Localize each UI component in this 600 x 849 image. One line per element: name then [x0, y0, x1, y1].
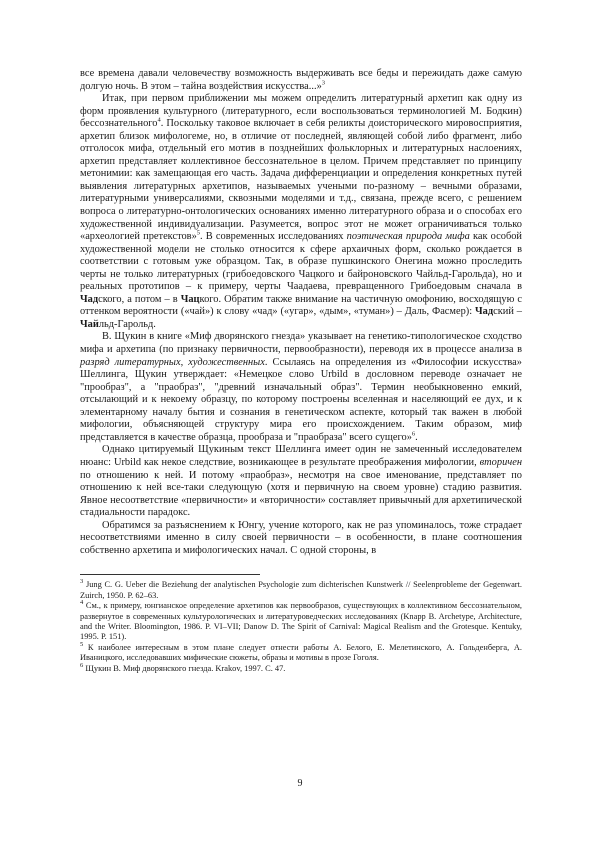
text-run: ский –	[493, 306, 522, 318]
paragraph	[80, 93, 522, 331]
footnote	[80, 580, 522, 601]
footnote	[80, 640, 522, 664]
footnote-marker: 4	[157, 116, 161, 124]
footnote-marker: 6	[411, 430, 416, 438]
footnote-separator	[80, 574, 260, 575]
text-run: .	[415, 431, 418, 443]
footnote-marker: 3	[80, 578, 84, 586]
paragraph	[80, 68, 522, 93]
text-run: См., к примеру, юнгианское определение архетипов как первообразов, существующих в коллективном бессознательном, развернутое в современных культурологических и литературоведческих исследованиях (Knapp B. Archetype, Architecture, and the Writer. Bloomington, 1986. P. VI–VII; Danow D. The Spirit of Carnival: Magical Realism and the Grotesque. Kentuky, 1995. P. 151).	[80, 601, 522, 642]
text-run: Итак, при первом приближении мы можем определить литературный архетип как одну из форм проявления культурного (литературного, если воспользоваться терминологией М. Бодкин) бессознательного	[80, 93, 522, 130]
text-run: Обратимся за разъяснением к Юнгу, учение которого, как не раз упоминалось, тоже страдает несоответствиями именно в силу своей первичности – в особенности, в плане соотношения собственно архетипа и мифологических начал. С одной стороны, в	[80, 519, 522, 556]
text-run: все времена давали человечеству возможность выдерживать все беды и пережидать даже самую долгую ночь. В этом – тайна воздействия искусства...»	[80, 68, 522, 92]
footnote	[80, 601, 522, 643]
text-run: . Поскольку таковое включает в себя реликты доисторического мировосприятия, архетип близок мифологеме, но, в отличие от последней, являющей собой либо фрагмент, либо отголосок мифа, отдельный его мотив в позднейших фольклорных и литературных наслоениях, архетип представляет коллективное бессознательное в целом. Причем представляет по принципу метонимии: как замещающая его часть. Задача дифференциации и определения конкретных путей выявления литературных архетипов, называемых учеными по-разному – вечными образами, литературными универсалиями, сквозными моделями и т.д., связана, прежде всего, с решением вопроса о литературно-онтологических основаниях именно литературного образа и о способах его художественной индивидуализации. Разумеется, вопрос этот не может ограничиваться только «археологией претекстов»	[80, 118, 522, 243]
bold-text: Чад	[475, 306, 494, 318]
page-number: 9	[297, 778, 303, 789]
text-run: кого. Обратим также внимание на частичную омофонию, восходящую с оттенком вероятности («чай») к слову «чад» («угар», «дым», «туман») – Даль, Фасмер):	[80, 293, 523, 318]
italic-text: вторичен	[479, 456, 522, 468]
text-run: льд-Гарольд.	[98, 318, 156, 330]
paragraph	[80, 444, 522, 519]
text-run: . Ссылаясь на определения из «Философии искусства» Шеллинга, Щукин утверждает: «Немецкое слово Urbild в дословном переводе означает не "прообраз", а "праобраз", "древний изначальный образ". Термин необыкновенно емкий, отсылающий и к некоему образцу, по которому построены вселенная и населяющий ее дух, и к элементарному началу бытия и сознания в генетическом аспекте, который так важен в любой мифологии, объясняющей структуру мира его происхождением. Таким образом, миф представляется в качестве образца, прообраза и "праобраза" всего сущего»	[80, 356, 522, 443]
text-run: . В современных исследованиях	[200, 231, 347, 243]
footnote-marker: 3	[321, 79, 326, 87]
footnote-marker: 5	[80, 640, 84, 648]
italic-text: поэтическая природа мифа	[346, 231, 470, 243]
text-run: по отношению к ней. И потому «праобраз», несмотря на свое именование, представляет по отношению к ней все-таки следующую (хотя и первичную на своем уровне) стадию развития. Явное несоответствие «первичности» и «вторичности» составляет привычный для архетипической стадиальности парадокс.	[80, 469, 522, 519]
text-run: ского, а потом – в	[98, 293, 181, 305]
footnote-marker: 4	[80, 599, 84, 607]
footnote	[80, 661, 522, 674]
footnote-marker: 6	[80, 661, 84, 669]
text-run: Однако цитируемый Щукиным текст Шеллинга имеет один не замеченный исследователем нюанс: Urbild как некое следствие, возникающее в результате преображения мифологии,	[80, 444, 522, 468]
main-text	[80, 68, 522, 557]
italic-text: разряд литературных, художественных	[80, 356, 265, 368]
text-run: Jung C. G. Ueber die Beziehung der analytischen Psychologie zum dichterischen Kunstwerk // Seelenprobleme der Gegenwart. Zuirch, 1950. P. 62–63.	[80, 580, 522, 600]
bold-text: Чац	[180, 293, 200, 305]
footnote-marker: 5	[196, 229, 201, 237]
paragraph	[80, 520, 522, 558]
bold-text: Чад	[80, 293, 99, 305]
text-run: К наиболее интересным в этом плане следует отнести работы А. Белого, Е. Мелетинского, А. Гольденберга, А. Иваницкого, исследовавших мифические сюжеты, образы и мотивы в прозе Гоголя.	[80, 642, 522, 663]
text-run: Щукин В. Миф дворянского гнезда. Krakov, 1997. С. 47.	[83, 663, 286, 673]
text-run: как особой художественной модели не столько относится к сфере архаичных форм, сколько рождается в соответствии с готовым уже образцом. Так, в образе пушкинского Онегина можно проследить черты не только литературных (грибоедовского Чацкого и байроновского Чайльд-Гарольда), но и реальных прототипов – к примеру, черты Чаадаева, превращенного Грибоедовым сначала в	[80, 231, 522, 293]
text-run: В. Щукин в книге «Миф дворянского гнезда» указывает на генетико-типологическое сходство мифа и архетипа (по признаку первичности, первообразности), переводя их в процессе анализа в	[80, 331, 522, 356]
bold-text: Чай	[80, 318, 99, 330]
footnotes	[80, 580, 522, 674]
paragraph	[80, 331, 522, 444]
